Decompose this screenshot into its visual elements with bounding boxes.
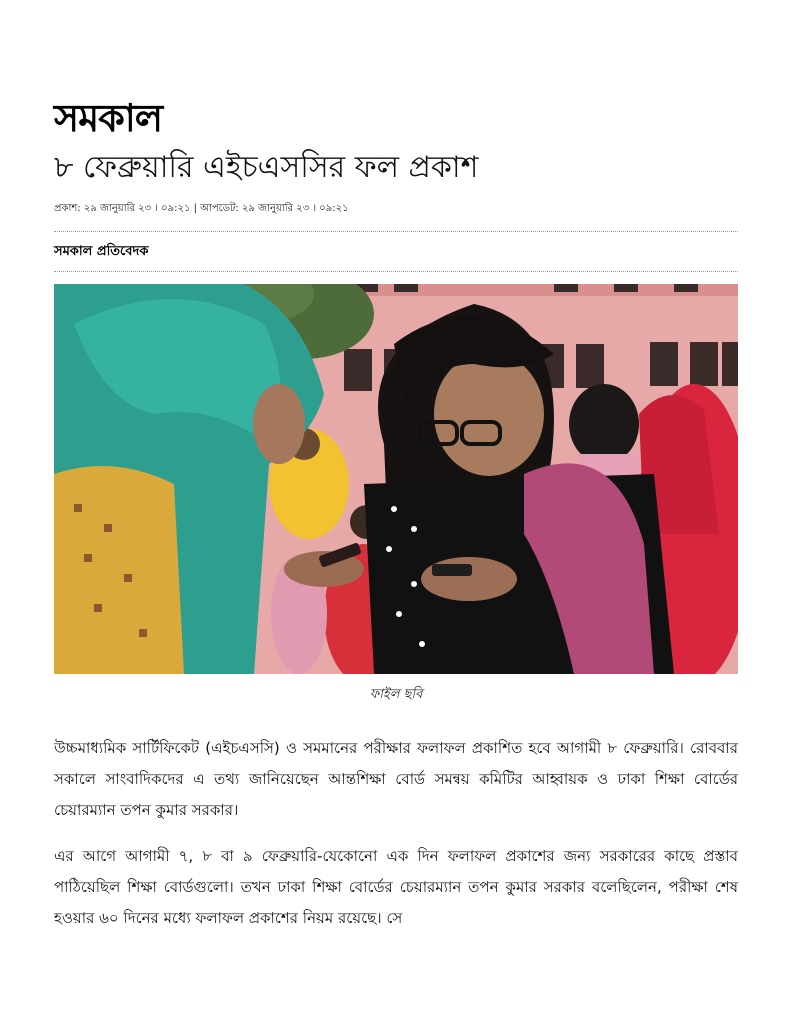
article-paragraph: এর আগে আগামী ৭, ৮ বা ৯ ফেব্রুয়ারি-যেকোনো এক দিন ফলাফল প্রকাশের জন্য সরকারের কাছে প্রস্তাব পাঠিয়েছিল শিক্ষা বোর্ডগুলো। তখন ঢাকা শিক্ষা বোর্ডের চেয়ারম্যান তপন কুমার সরকার বলেছিলেন, পরীক্ষা শেষ হওয়ার ৬০ দিনের মধ্যে ফলাফল প্রকাশের নিয়ম রয়েছে। সে: [54, 847, 738, 927]
article-photo: [54, 284, 738, 674]
divider-top: [54, 231, 738, 232]
publish-dateline: প্রকাশ: ২৯ জানুয়ারি ২৩ । ০৯:২১ | আপডেট: ২৯ জানুয়ারি ২৩ । ০৯:২১: [54, 203, 349, 214]
photo-caption: ফাইল ছবি: [369, 687, 423, 702]
newspaper-logo: সমকাল: [54, 95, 163, 140]
author-byline: সমকাল প্রতিবেদক: [54, 244, 149, 259]
article-paragraph: উচ্চমাধ্যমিক সার্টিফিকেট (এইচএসসি) ও সমমানের পরীক্ষার ফলাফল প্রকাশিত হবে আগামী ৮ ফেব্রুয়ারি। রোববার সকালে সাংবাদিকদের এ তথ্য জানিয়েছেন আন্তশিক্ষা বোর্ড সমন্বয় কমিটির আহ্বায়ক ও ঢাকা শিক্ষা বোর্ডের চেয়ারম্যান তপন কুমার সরকার।: [54, 739, 738, 819]
divider-bottom: [54, 271, 738, 272]
article-headline: ৮ ফেব্রুয়ারি এইচএসসির ফল প্রকাশ: [54, 150, 479, 185]
